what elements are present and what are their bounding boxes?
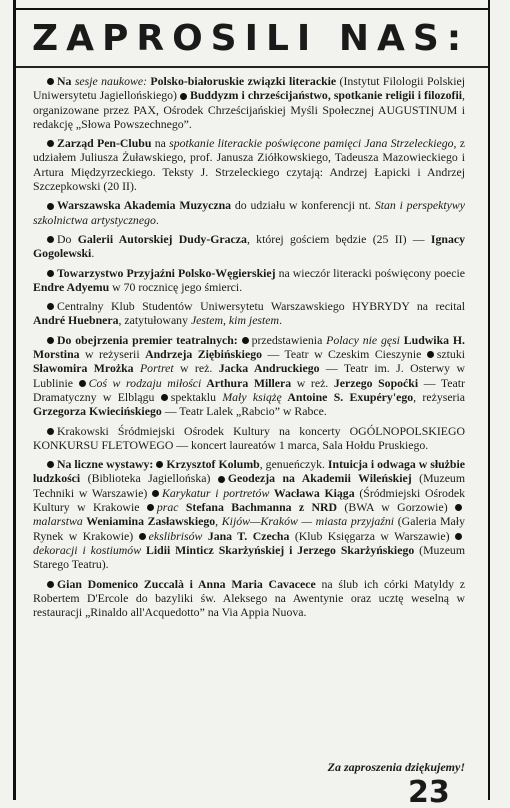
bold-text: Towarzystwo Przyjaźni Polsko-Węgierskiej (57, 265, 276, 280)
text-run: w reż. (291, 375, 334, 390)
bold-text: Grzegorza Kwiecińskiego (33, 404, 162, 419)
text-run: (Instytut Filologii Polskiej Uniwersytetu Jagiellońskiego) (33, 74, 465, 103)
announcement-item (33, 333, 465, 419)
text-run: (Biblioteka Jagiellońska) (80, 471, 218, 486)
text-run: (Muzeum Starego Teatru). (33, 542, 466, 572)
italic-title: Portret (139, 361, 174, 376)
bold-text: Ludwika H. Morstina (33, 332, 465, 362)
italic-title: Polacy nie gęsi (326, 332, 400, 347)
bullet-icon (47, 461, 54, 468)
bold-text: Zarząd Pen-Clubu (57, 136, 152, 151)
announcements-body (33, 74, 465, 624)
bullet-icon (427, 351, 434, 358)
bullet-icon (47, 140, 54, 147)
bold-text: Weniamina Zasławskiego (82, 514, 216, 529)
bold-text: Warszawska Akademia Muzyczna (57, 198, 232, 213)
bullet-icon (47, 78, 54, 85)
text-run: , genueńczyk. (259, 457, 328, 472)
bold-text: Jacka Andruckiego (218, 361, 320, 376)
closing-line: Za zaproszenia dziękujemy! (327, 760, 465, 774)
announcement-item (33, 136, 465, 193)
bold-text: Na liczne wystawy: (57, 457, 154, 472)
announcement-item (33, 299, 465, 328)
italic-title: prac (156, 500, 179, 515)
bullet-icon (47, 203, 54, 210)
bold-text: André Huebnera (33, 313, 119, 328)
bullet-icon (139, 533, 146, 540)
bold-text: Antoine S. Exupéry'ego (281, 389, 414, 404)
text-run: — Teatr w Czeskim Cieszynie (262, 347, 427, 362)
italic-title: ekslibrisów (148, 528, 203, 543)
italic-title: Karykatur i portretów (161, 485, 270, 500)
text-run: w reż. (173, 361, 219, 376)
text-run: do udziału w konferencji nt. (231, 198, 375, 213)
bullet-icon (455, 504, 462, 511)
italic-title: Mały książę (222, 389, 282, 404)
bold-text: Krzysztof Kolumb (166, 457, 260, 472)
bold-text: Lidii Minticz Skarżyńskiej i Jerzego Skarżyńskiego (141, 542, 415, 557)
bullet-icon (242, 337, 249, 344)
text-run: , organizowane przez PAX, Ośrodek Chrześcijańskiej Myśli Społecznej AUGUSTINUM i redakcję „Słowa Powszechnego”. (33, 88, 465, 131)
announcement-item (33, 577, 465, 620)
italic-title: Jestem, kim jestem (190, 313, 280, 328)
text-run: na (151, 136, 170, 151)
text-run: , której gościem będzie (25 II) — (246, 231, 431, 246)
announcement-item (33, 232, 465, 261)
bold-text: Jerzego Sopoćki (333, 375, 419, 390)
bold-text: Do obejrzenia premier teatralnych: (57, 332, 238, 347)
italic-title: dekoracji i kostiumów (33, 542, 142, 557)
announcement-item (33, 457, 465, 571)
text-run: (Galeria Mały Rynek w Krakowie) (33, 514, 465, 543)
text-run: na wieczór literacki poświęcony poecie (275, 265, 465, 280)
bold-text: Galerii Autorskiej Dudy-Gracza (77, 231, 247, 246)
text-run: na ślub ich córki Matyldy z Robertem D'Ercole do bazyliki św. Aleksego na Awentynie oraz ucztę weselną w restauracji „Rinaldo all'Acquedotto” na Via Appia Nuova. (33, 576, 466, 620)
text-run: , (215, 514, 222, 529)
bullet-icon (47, 270, 54, 277)
bold-text: Sławomira Mrożka (33, 361, 134, 376)
text-run: (Śródmiejski Ośrodek Kultury w Krakowie (33, 485, 465, 515)
bold-text: Gian Domenico Zuccalà i Anna Maria Cavacece (57, 576, 316, 591)
page-title: ZAPROSILI NAS: (32, 18, 470, 59)
bullet-icon (47, 337, 54, 344)
bullet-icon (156, 461, 163, 468)
text-run: Do (57, 231, 78, 246)
bullet-icon (152, 490, 159, 497)
bullet-icon (47, 428, 54, 435)
bullet-icon (161, 394, 168, 401)
bold-text: Jana T. Czecha (202, 528, 290, 543)
left-column-rule (13, 0, 16, 800)
italic-title: spotkanie literackie poświęcone pamięci Jana Strzeleckiego (169, 136, 454, 151)
bullet-icon (218, 476, 225, 483)
bullet-icon (180, 93, 187, 100)
text-run: spektaklu (170, 389, 223, 404)
text-run: (Klub Księgarza w Warszawie) (289, 528, 455, 543)
bold-text: Intuicja i odwaga w służbie ludzkości (33, 457, 465, 486)
bullet-icon (47, 581, 54, 588)
bullet-icon (47, 236, 54, 243)
text-run: — Teatr Dramatyczny w Elblągu (33, 375, 465, 404)
top-rule (13, 8, 490, 10)
text-run: (BWA w Gorzowie) (337, 500, 455, 515)
announcement-item (33, 74, 465, 131)
text-run: Krakowski Śródmiejski Ośrodek Kultury na koncerty OGÓLNOPOLSKIEGO KONKURSU FLETOWEGO — koncert laureatów 1 marca, Sala Hołdu Pruskiego. (33, 423, 465, 452)
right-column-rule (488, 0, 490, 800)
text-run: (Muzeum Techniki w Warszawie) (33, 471, 465, 500)
bold-text: Polsko-białoruskie związki literackie (147, 74, 337, 88)
bold-text: Geodezja na Akademii Wileńskiej (227, 471, 412, 486)
text-run: . (91, 246, 95, 261)
bullet-icon (147, 504, 154, 511)
text-run: — Teatr im. J. Osterwy w Lublinie (33, 361, 465, 390)
text-run: , reżyseria (413, 389, 465, 404)
bold-text: Ignacy Gogolewski (33, 231, 465, 261)
bullet-icon (79, 380, 86, 387)
text-run: . (279, 313, 283, 328)
announcement-item (33, 266, 465, 295)
italic-title: Stan i perspektywy szkolnictwa artystycznego (33, 198, 465, 227)
text-run: w 70 rocznicę jego śmierci. (109, 279, 243, 294)
title-rule (16, 66, 488, 68)
italic-title: Kijów—Kraków — miasta przyjaźni (221, 514, 395, 529)
italic-title: malarstwa (33, 514, 83, 529)
announcement-item (33, 424, 465, 453)
bold-text: Endre Adyemu (33, 279, 110, 294)
text-run: w reżyserii (79, 347, 146, 362)
bullet-icon (47, 303, 54, 310)
page-number: 23 (408, 778, 450, 808)
bold-text: Arthura Millera (201, 375, 292, 390)
text-run: przedstawienia (251, 332, 327, 347)
italic-title: Coś w rodzaju miłości (88, 375, 202, 390)
announcement-item (33, 198, 465, 227)
italic-title: sesje naukowe: (74, 74, 148, 88)
bold-text: Andrzeja Ziębińskiego (145, 347, 262, 362)
text-run: , z udziałem Juliusza Żuławskiego, prof. Janusza Ziółkowskiego, Tadeusza Mazowieckiego i Artura Międzyrzeckiego. Teksty J. Strzeleckiego czytają: Andrzej Łapicki i Andrzej Szczepkowski (20 II). (33, 136, 465, 194)
bullet-icon (455, 533, 462, 540)
text-run: . (155, 212, 159, 227)
text-run: , zatytułowany (118, 313, 191, 328)
text-run: sztuki (436, 347, 465, 362)
text-run: — Teatr Lalek „Rabcio” w Rabce. (161, 404, 327, 419)
text-run: Centralny Klub Studentów Uniwersytetu Warszawskiego HYBRYDY na recital (57, 299, 465, 314)
bold-text: Buddyzm i chrześcijaństwo, spotkanie religii i filozofii (189, 88, 463, 103)
bold-text: Wacława Kiąga (269, 485, 355, 500)
bold-text: Stefana Bachmanna z NRD (178, 500, 338, 515)
text-run (238, 333, 242, 347)
bold-text: Na (57, 74, 75, 88)
